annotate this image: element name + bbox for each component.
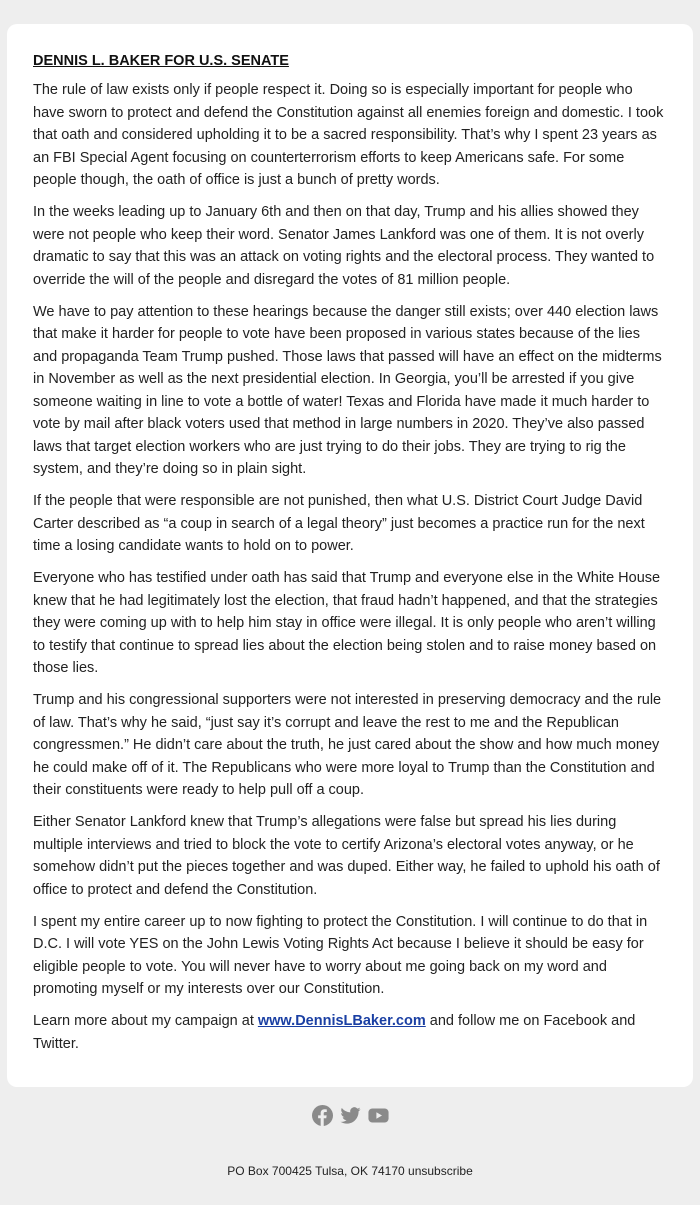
paragraph-2: In the weeks leading up to January 6th and then on that day, Trump and his allies showed they were not people who keep their word. Senator James Lankford was one of them. It is not overly dramatic to say that this was an attack on voting rights and the electoral process. They wanted to override the will of the people and disregard the votes of 81 million people. bbox=[33, 204, 655, 288]
paragraph-7: Either Senator Lankford knew that Trump’s allegations were false but spread his lies during multiple interviews and tried to block the vote to certify Arizona’s electoral votes anyway, or he somehow didn’t put the pieces together and was duped. Either way, he failed to uphold his oath of office to protect and defend the Constitution. bbox=[33, 814, 660, 898]
youtube-icon[interactable] bbox=[368, 1105, 389, 1126]
closing-text-before: Learn more about my campaign at bbox=[33, 1013, 258, 1029]
paragraph-8: I spent my entire career up to now fighting to protect the Constitution. I will continue to do that in D.C. I will vote YES on the John Lewis Voting Rights Act because I believe it should be easy for eligible people to vote. You will never have to worry about me going back on my word and promoting myself or my interests over our Constitution. bbox=[33, 913, 648, 997]
paragraph-3: We have to pay attention to these hearings because the danger still exists; over 440 election laws that make it harder for people to vote have been proposed in various states because of the lies and propaganda Team Trump pushed. Those laws that passed will have an effect on the midterms in November as well as the next presidential election. In Georgia, you’ll be arrested if you give someone waiting in line to vote a bottle of water! Texas and Florida have made it much harder to vote by mail after black voters used that method in large numbers in 2020. They’ve also passed laws that target election workers who are just trying to do their jobs. They are trying to rig the system, and they’re doing so in plain sight. bbox=[33, 303, 662, 477]
facebook-icon[interactable] bbox=[312, 1105, 333, 1126]
twitter-icon[interactable] bbox=[340, 1105, 361, 1126]
campaign-website-link[interactable]: www.DennisLBaker.com bbox=[257, 1013, 426, 1029]
social-links bbox=[0, 1105, 700, 1126]
paragraph-5: Everyone who has testified under oath has said that Trump and everyone else in the White House knew that he had legitimately lost the election, that fraud hadn’t happened, and that the strategies they were coming up with to help him stay in office were illegal. It is only people who aren’t willing to testify that continue to spread lies about the election being stolen and to raise money based on those lies. bbox=[33, 570, 661, 676]
email-footer bbox=[0, 1164, 700, 1178]
email-card bbox=[7, 24, 693, 1087]
footer-address: PO Box 700425 Tulsa, OK 74170 bbox=[227, 1164, 405, 1178]
closing-text-after: and follow me on Facebook and Twitter. bbox=[33, 1013, 636, 1052]
unsubscribe-link[interactable]: unsubscribe bbox=[408, 1164, 473, 1178]
paragraph-4: If the people that were responsible are not punished, then what U.S. District Court Judge David Carter described as “a coup in search of a legal theory” just becomes a practice run for the next time a losing candidate wants to hold on to power. bbox=[33, 493, 645, 554]
email-heading: DENNIS L. BAKER FOR U.S. SENATE bbox=[33, 53, 289, 69]
closing-paragraph bbox=[33, 1010, 667, 1055]
paragraph-6: Trump and his congressional supporters were not interested in preserving democracy and the rule of law. That’s why he said, “just say it’s corrupt and leave the rest to me and the Republican congressmen.” He didn’t care about the truth, he just cared about the show and how much money he could make off of it. The Republicans who were more loyal to Trump than the Constitution and their constituents were ready to help pull off a coup. bbox=[33, 692, 662, 798]
paragraph-1: The rule of law exists only if people respect it. Doing so is especially important for people who have sworn to protect and defend the Constitution against all enemies foreign and domestic. I took that oath and considered upholding it to be a sacred responsibility. That’s why I spent 23 years as an FBI Special Agent focusing on counterterrorism efforts to keep Americans safe. For some people though, the oath of office is just a bunch of pretty words. bbox=[33, 82, 664, 188]
